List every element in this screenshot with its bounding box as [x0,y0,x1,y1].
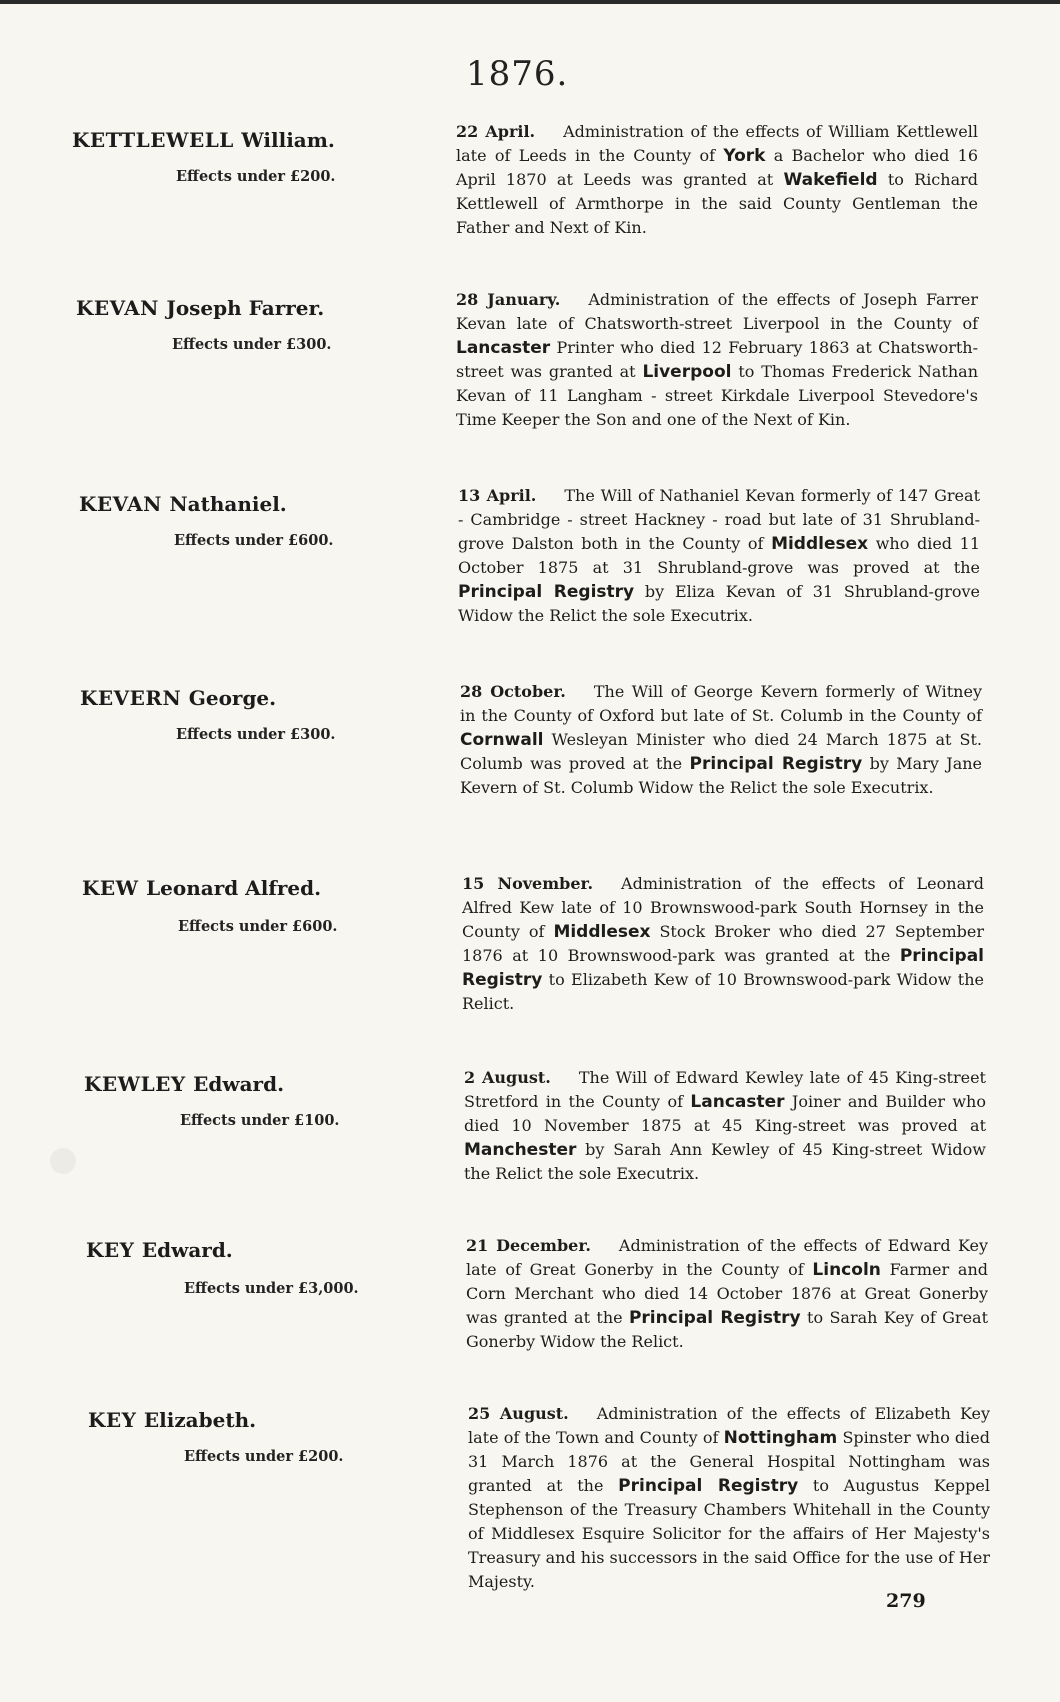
page-year: 1876. [466,54,569,94]
entry-effects: Effects under £600. [174,532,334,549]
entry-text-part: Spinster who died 31 March 1876 at the General Hospital Nottingham was granted at the [468,1428,991,1495]
entry-text-part: Printer who died 12 February 1863 at Chatsworth-street was granted at [456,338,978,381]
entry-name [80,686,276,710]
entry-text-part: The Will of Edward Kewley late of 45 King-street Stretford in the County of [464,1068,986,1111]
entry-text [464,1066,986,1186]
entry-given-name: George. [188,686,277,710]
entry-text [456,120,978,240]
entry-given-name: Nathaniel. [169,492,287,516]
entry-surname: KEW [82,876,139,900]
entry-text-part: The Will of George Kevern formerly of Witney in the County of Oxford but late of St. Columb in the County of [460,682,982,725]
entry-text-part: to Augustus Keppel Stephenson of the Treasury Chambers Whitehall in the County of Middlesex Esquire Solicitor for the affairs of Her Majesty's Treasury and his successors in the said Office for the use of Her Majesty. [468,1476,990,1591]
entry-date: 13 April. [458,486,537,505]
entry-surname: KEWLEY [84,1072,186,1096]
entry-surname: KEY [86,1238,135,1262]
entry-effects: Effects under £100. [180,1112,340,1129]
entry-text-part: Wesleyan Minister who died 24 March 1875 at St. Columb was proved at the [460,730,982,773]
entry-text-part: a Bachelor who died 16 April 1870 at Leeds was granted at [456,146,979,189]
entry-given-name: Edward. [193,1072,285,1096]
entry-given-name: Leonard Alfred. [146,876,322,900]
entry-text-part: by Mary Jane Kevern of St. Columb Widow the Relict the sole Executrix. [460,754,983,797]
entry-date: 22 April. [456,122,536,141]
paper-blemish [50,1148,76,1174]
entry-surname: KEVERN [80,686,182,710]
entry-surname: KEVAN [79,492,162,516]
entry-place: Cornwall [460,730,544,750]
entry-effects: Effects under £300. [176,726,336,743]
entry-date: 28 January. [456,290,561,309]
entry-text-part: Administration of the effects of Edward Key late of Great Gonerby in the County of [466,1236,988,1279]
entry-place: Wakefield [783,170,878,190]
entry-text-part: Administration of the effects of William Kettlewell late of Leeds in the County of [456,122,979,165]
entry-surname: KEY [88,1408,137,1432]
entry-place: Principal Registry [689,754,863,774]
entry-place: Manchester [464,1140,577,1160]
entry-date: 21 December. [466,1236,591,1255]
entry-place: Principal Registry [462,946,984,990]
entry-text-part: to Richard Kettlewell of Armthorpe in the said County Gentleman the Father and Next of Kin. [456,170,979,237]
entry-date: 25 August. [468,1404,569,1423]
entry-surname: KEVAN [76,296,159,320]
entry-place: Lancaster [690,1092,785,1112]
entry-text [460,680,982,800]
entry-place: Nottingham [723,1428,838,1448]
entry-text-part: to Elizabeth Kew of 10 Brownswood-park Widow the Relict. [462,970,984,1013]
entry-name [76,296,324,320]
entry-given-name: Joseph Farrer. [166,296,325,320]
entry-text-part: Administration of the effects of Leonard Alfred Kew late of 10 Brownswood-park South Hornsey in the County of [462,874,984,941]
entry-text-part: Joiner and Builder who died 10 November 1875 at 45 King-street was proved at [464,1092,986,1135]
entry-name [79,492,287,516]
entry-text-part: The Will of Nathaniel Kevan formerly of 147 Great - Cambridge - street Hackney - road but late of 31 Shrubland-grove Dalston both in the County of [458,486,980,553]
entry-given-name: Edward. [141,1238,233,1262]
entry-effects: Effects under £600. [178,918,338,935]
entry-text-part: to Sarah Key of Great Gonerby Widow the Relict. [466,1308,989,1351]
entry-given-name: Elizabeth. [143,1408,257,1432]
entry-given-name: William. [241,128,335,152]
entry-effects: Effects under £200. [184,1448,344,1465]
entry-text-part: Farmer and Corn Merchant who died 14 October 1876 at Great Gonerby was granted at the [466,1260,988,1327]
entry-text-part: who died 11 October 1875 at 31 Shrubland-grove was proved at the [458,534,980,577]
top-border [0,0,1060,4]
entry-place: Middlesex [771,534,869,554]
entry-text-part: Stock Broker who died 27 September 1876 at 10 Brownswood-park was granted at the [462,922,984,965]
entry-name [72,128,335,152]
entry-text [458,484,980,628]
entry-place: Principal Registry [618,1476,799,1496]
entry-name [86,1238,233,1262]
entry-effects: Effects under £300. [172,336,332,353]
entry-place: Lancaster [456,338,551,358]
entry-place: York [723,146,766,166]
entry-text-part: to Thomas Frederick Nathan Kevan of 11 Langham - street Kirkdale Liverpool Stevedore's Time Keeper the Son and one of the Next of Kin. [456,362,978,429]
entry-text [462,872,984,1016]
entry-name [84,1072,284,1096]
entry-text [456,288,978,432]
entry-place: Liverpool [642,362,732,382]
entry-name [82,876,321,900]
page-number: 279 [886,1590,926,1612]
entry-text-part: by Eliza Kevan of 31 Shrubland-grove Widow the Relict the sole Executrix. [458,582,980,625]
entry-text-part: Administration of the effects of Joseph Farrer Kevan late of Chatsworth-street Liverpool in the County of [456,290,978,333]
entry-effects: Effects under £200. [176,168,336,185]
entry-place: Lincoln [812,1260,881,1280]
entry-text [468,1402,990,1594]
entry-effects: Effects under £3,000. [184,1280,359,1297]
entry-date: 2 August. [464,1068,551,1087]
entry-date: 15 November. [462,874,594,893]
entry-surname: KETTLEWELL [72,128,234,152]
entry-name [88,1408,256,1432]
entry-place: Principal Registry [628,1308,801,1328]
entry-date: 28 October. [460,682,566,701]
entry-place: Middlesex [553,922,651,942]
entry-place: Principal Registry [458,582,635,602]
entry-text [466,1234,988,1354]
entry-text-part: Administration of the effects of Elizabeth Key late of the Town and County of [468,1404,990,1447]
entry-text-part: by Sarah Ann Kewley of 45 King-street Widow the Relict the sole Executrix. [464,1140,986,1183]
